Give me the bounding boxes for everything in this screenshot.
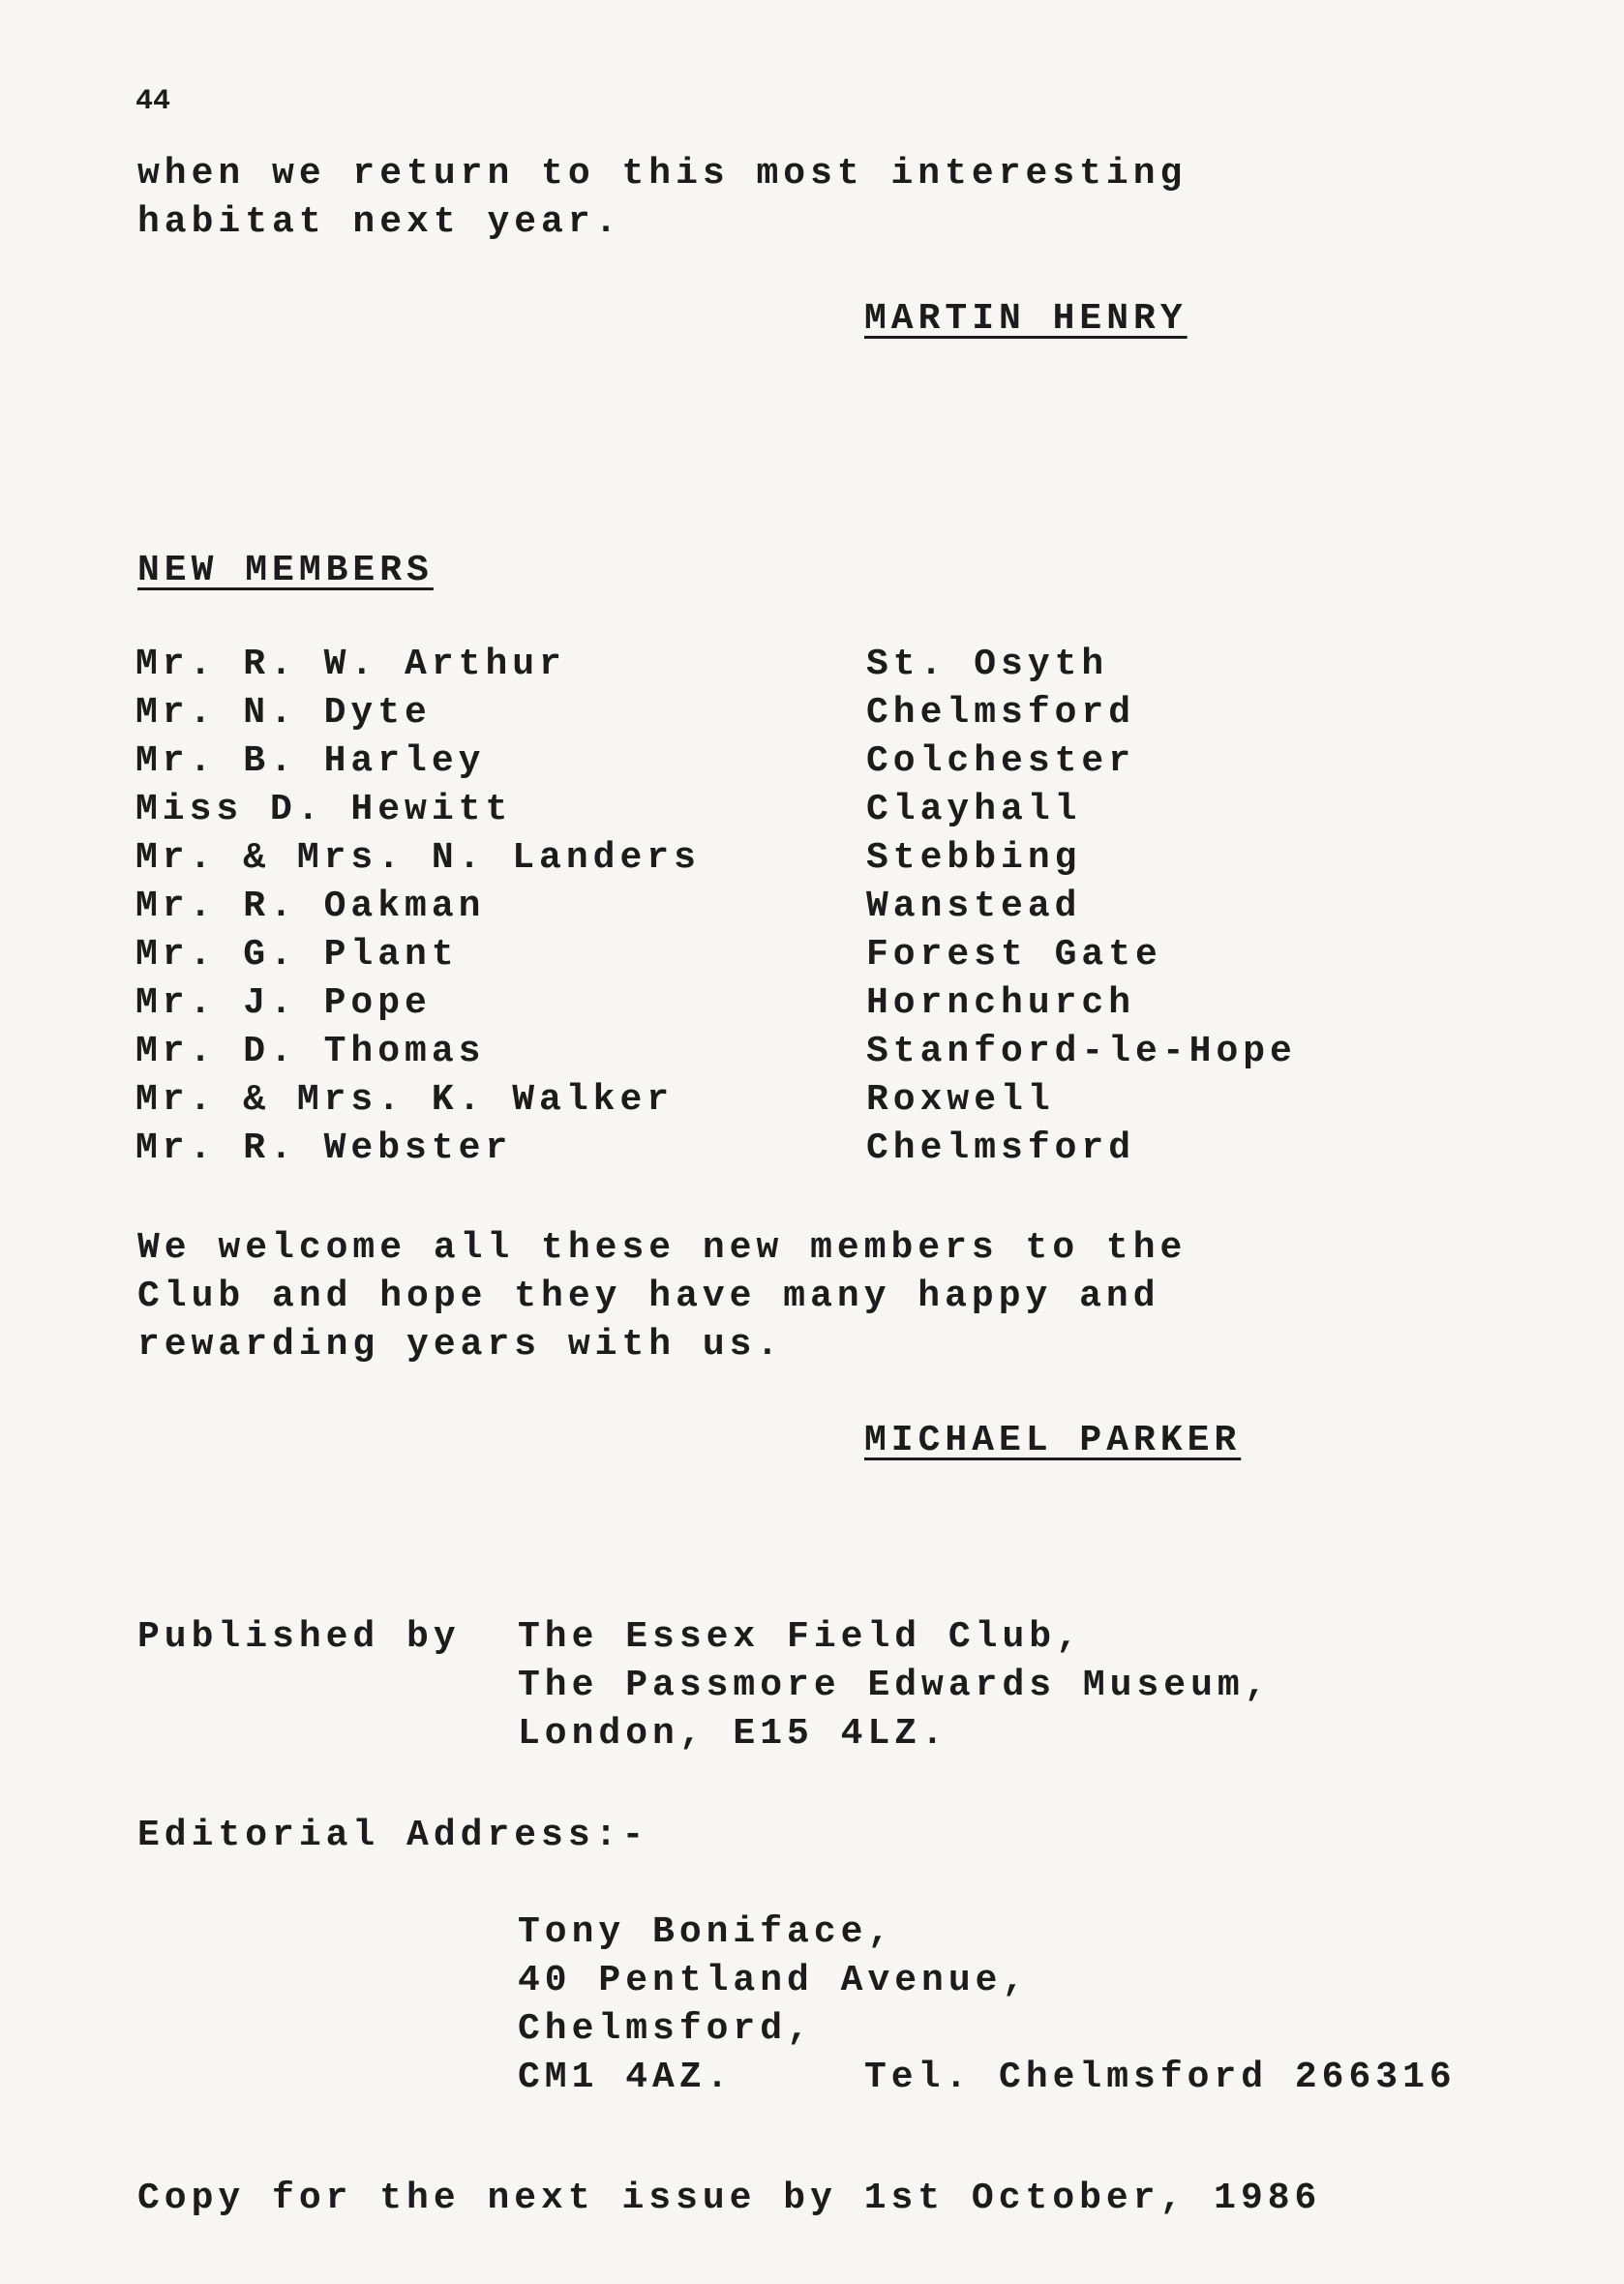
member-name: Mr. R. Oakman	[135, 886, 486, 927]
member-place: Chelmsford	[866, 692, 1136, 734]
member-name: Miss D. Hewitt	[135, 789, 513, 830]
editorial-line: Tony Boniface,	[518, 1911, 895, 1953]
member-place: Stebbing	[866, 837, 1082, 879]
member-name: Mr. D. Thomas	[135, 1031, 486, 1072]
list-item	[135, 1127, 1539, 1176]
list-item	[135, 982, 1539, 1031]
member-name: Mr. G. Plant	[135, 934, 459, 976]
list-item	[135, 1079, 1539, 1127]
signature-michael-parker: MICHAEL PARKER	[864, 1420, 1242, 1461]
member-name: Mr. R. Webster	[135, 1127, 513, 1169]
deadline-note: Copy for the next issue by 1st October, 1986	[137, 2178, 1322, 2219]
list-item	[135, 934, 1539, 982]
member-name: Mr. N. Dyte	[135, 692, 432, 734]
editorial-label: Editorial Address:-	[137, 1815, 649, 1856]
member-name: Mr. R. W. Arthur	[135, 644, 566, 685]
list-item	[135, 644, 1539, 692]
member-place: St. Osyth	[866, 644, 1109, 685]
editorial-telephone: Tel. Chelmsford 266316	[864, 2057, 1457, 2098]
list-item	[135, 740, 1539, 789]
editorial-line: 40 Pentland Avenue,	[518, 1960, 1030, 2001]
section-heading-new-members: NEW MEMBERS	[137, 550, 434, 591]
list-item	[135, 886, 1539, 934]
list-item	[135, 1031, 1539, 1079]
member-place: Wanstead	[866, 886, 1082, 927]
list-item	[135, 692, 1539, 740]
member-place: Roxwell	[866, 1079, 1055, 1121]
list-item	[135, 837, 1539, 886]
member-name: Mr. & Mrs. K. Walker	[135, 1079, 675, 1121]
member-place: Stanford-le-Hope	[866, 1031, 1297, 1072]
member-place: Clayhall	[866, 789, 1082, 830]
editorial-line: CM1 4AZ.	[518, 2057, 734, 2098]
page-number: 44	[135, 85, 171, 118]
publisher-line: The Passmore Edwards Museum,	[518, 1665, 1272, 1706]
member-name: Mr. & Mrs. N. Landers	[135, 837, 701, 879]
opening-line: when we return to this most interesting	[137, 153, 1188, 195]
welcome-line: Club and hope they have many happy and	[137, 1276, 1160, 1317]
editorial-line: Chelmsford,	[518, 2008, 814, 2050]
member-place: Chelmsford	[866, 1127, 1136, 1169]
member-place: Hornchurch	[866, 982, 1136, 1024]
publisher-label: Published by	[137, 1616, 461, 1658]
welcome-line: rewarding years with us.	[137, 1324, 784, 1366]
member-place: Colchester	[866, 740, 1136, 782]
publisher-line: The Essex Field Club,	[518, 1616, 1083, 1658]
signature-martin-henry: MARTIN HENRY	[864, 298, 1188, 340]
publisher-line: London, E15 4LZ.	[518, 1713, 948, 1755]
member-name: Mr. B. Harley	[135, 740, 486, 782]
opening-line: habitat next year.	[137, 201, 622, 243]
welcome-line: We welcome all these new members to the	[137, 1227, 1188, 1269]
member-name: Mr. J. Pope	[135, 982, 432, 1024]
member-place: Forest Gate	[866, 934, 1162, 976]
list-item	[135, 789, 1539, 837]
